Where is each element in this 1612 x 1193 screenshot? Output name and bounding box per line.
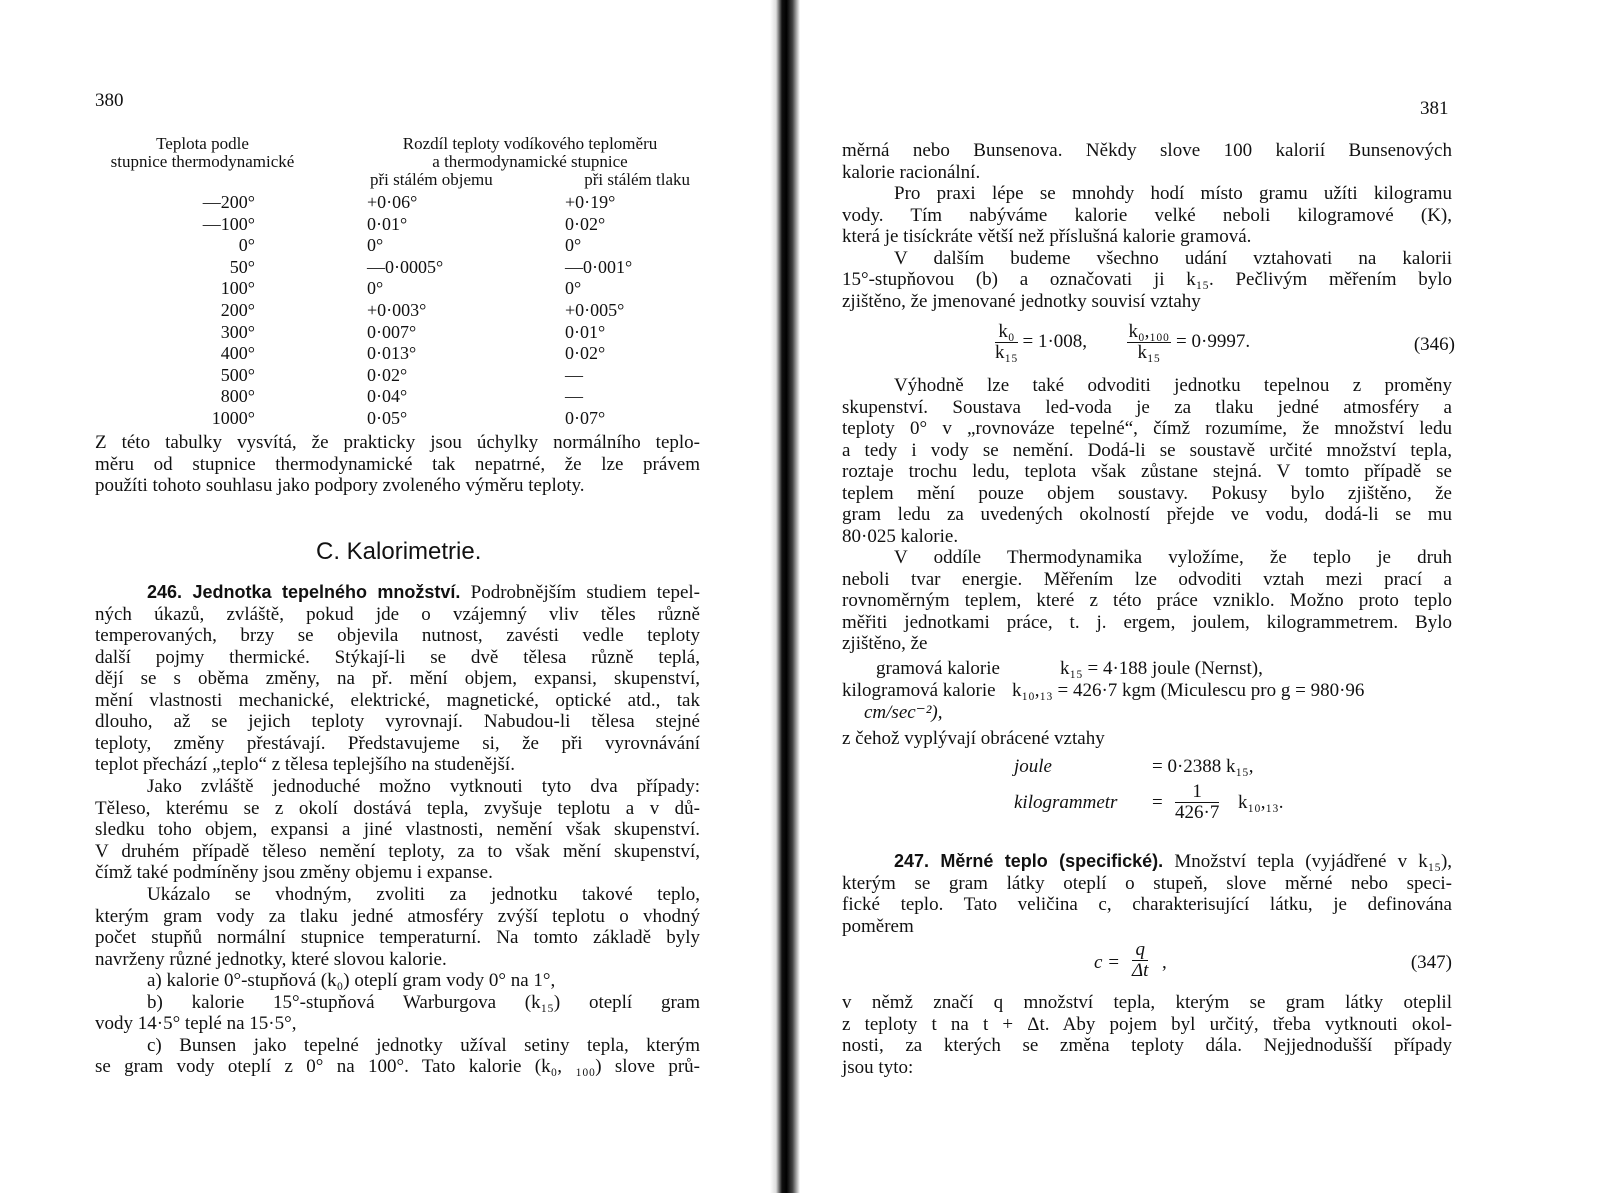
- equation-lhs: c =: [1094, 952, 1121, 973]
- text-line: v němž značí q množství tepla, kterým se gram látky oteplil: [842, 992, 1452, 1013]
- header-line: stupnice thermodynamické: [110, 152, 295, 171]
- table-cell: —0·001°: [565, 256, 633, 277]
- text-line: jsou tyto:: [842, 1056, 914, 1078]
- table-cell: —100°: [202, 213, 255, 234]
- text-line: Z této tabulky vysvítá, že prakticky jsou úchylky normálního teplo-: [95, 432, 700, 453]
- list-item: se gram vody oteplí z 0° na 100°. Tato kalorie (k₀, ₁₀₀) slove prů-: [95, 1056, 700, 1077]
- list-item: vody 14·5° teplé na 15·5°,: [95, 1013, 297, 1034]
- text-line: rovnoměrným teplem, které z této práce vzniklo. Možno proto teplo: [842, 590, 1452, 611]
- text-line: teploty, změny přestávají. Představujeme si, že při vyrovnávání: [95, 732, 700, 754]
- paragraph-definition: [842, 992, 1452, 1078]
- table-cell: 0·04°: [367, 386, 408, 407]
- table-cell: 0·02°: [367, 364, 408, 385]
- equation-value: = 0·9997.: [1176, 330, 1251, 352]
- text-line: Těleso, kterému se z okolí dostává tepla, zvyšuje teplotu a v dů-: [95, 797, 700, 819]
- denominator: k₁₅: [1137, 342, 1161, 363]
- table-row: [95, 258, 695, 278]
- table-cell: 0·013°: [367, 343, 417, 364]
- relation-value: k₁₀,₁₃.: [1238, 792, 1284, 813]
- text-line: zjištěno, že: [842, 633, 928, 654]
- calorie-relations: [842, 658, 1452, 826]
- text-line: 15°-stupňovou (b) a označovati ji k₁₅. Pečlivým měřením bylo: [842, 269, 1452, 290]
- table-row: [95, 409, 695, 429]
- table-cell: —: [565, 386, 583, 407]
- equation-punctuation: ,: [1162, 952, 1167, 973]
- text-line: dlouho, až se jejich teploty vyrovnají. Nabudou-li tělesa stejné: [95, 711, 700, 732]
- relation-label: joule: [1014, 756, 1052, 777]
- table-cell: 0°: [367, 278, 384, 299]
- table-cell: 0·07°: [565, 408, 606, 428]
- section-title: 247. Měrné teplo (specifické).: [894, 851, 1164, 871]
- text-line: Podrobnějším studiem tepel-: [470, 582, 700, 603]
- relation-label: kilogramová kalorie: [842, 680, 996, 701]
- table-cell: 500°: [220, 364, 255, 385]
- sub-headers: [370, 171, 690, 189]
- text-line: měrná nebo Bunsenova. Někdy slove 100 kalorií Bunsenových: [842, 140, 1452, 161]
- equation-value: = 1·008,: [1022, 330, 1088, 352]
- fraction: [995, 322, 1018, 363]
- text-line: neboli tvar energie. Měřením lze odvoditi vztah mezi prací a: [842, 568, 1452, 590]
- table-cell: +0·005°: [565, 300, 625, 320]
- table-cell: —: [565, 364, 583, 385]
- paragraph-two-cases: [95, 776, 700, 884]
- table-cell: 400°: [220, 343, 255, 364]
- numerator: 1: [1175, 782, 1219, 803]
- header-line: a thermodynamické stupnice: [432, 152, 628, 171]
- table-cell: +0·06°: [367, 192, 418, 212]
- table-cell: 0°: [238, 235, 255, 256]
- denominator: Δt: [1132, 960, 1149, 981]
- section-heading: C. Kalorimetrie.: [316, 538, 482, 565]
- text-line: navrženy různé jednotky, které slovou kalorie.: [95, 948, 447, 970]
- text-line: Ukázalo se vhodným, zvoliti za jednotku takové teplo,: [147, 884, 700, 905]
- text-line: další pojmy thermické. Stýkají-li se dvě tělesa různě teplá,: [95, 646, 700, 668]
- section-246: [95, 582, 700, 776]
- table-cell: 0·05°: [367, 408, 408, 428]
- text-line: nosti, za kterých se změna teploty dála. Nejjednodušší případy: [842, 1035, 1452, 1056]
- table-cell: 0·02°: [565, 213, 606, 234]
- numerator: k₀,₁₀₀: [1128, 321, 1170, 342]
- relation-value: = 0·2388 k₁₅,: [1152, 756, 1254, 777]
- text-line: teplem mění pouze objem soustavy. Pokusy bylo zjištěno, že: [842, 482, 1452, 504]
- table-row: [95, 193, 695, 213]
- relation-value: cm/sec⁻²),: [864, 702, 943, 723]
- table-header-difference: [370, 135, 690, 189]
- text-line: teplot přechází „teplo“ z tělesa teplejšího na studenější.: [95, 754, 515, 775]
- text-line: skupenství. Soustava led-voda je za tlaku jedné atmosféry a: [842, 396, 1452, 418]
- text-line: kterým gram vody za tlaku jedné atmosféry zvýší teplotu o vhodný: [95, 905, 700, 927]
- list-item: a) kalorie 0°-stupňová (k₀) oteplí gram vody 0° na 1°,: [147, 970, 556, 991]
- text-line: z čehož vyplývají obrácené vztahy: [842, 728, 1105, 749]
- text-line: kterým se gram látky oteplí o stupeň, slove měrné nebo speci-: [842, 872, 1452, 894]
- table-row: [95, 323, 695, 343]
- text-line: temperovaných, brzy se objevila nutnost, zavésti vedle teploty: [95, 625, 700, 646]
- table-row: [95, 236, 695, 256]
- header-line: Teplota podle: [156, 134, 249, 153]
- page-number: 381: [1420, 98, 1449, 119]
- equation-346: [995, 322, 1455, 363]
- equation-347: [842, 940, 1452, 988]
- paragraph-unit-choice: [95, 884, 700, 970]
- right-page: [790, 0, 1612, 1193]
- paragraph-bunsen: [842, 140, 1452, 312]
- table-cell: —0·0005°: [367, 256, 444, 277]
- relation-label: kilogrammetr: [1014, 792, 1118, 813]
- sub-header-pressure: při stálém tlaku: [584, 170, 690, 189]
- text-line: dějí se s oběma změny, na př. mění objem, expansi, skupenství,: [95, 668, 700, 689]
- text-line: V dalším budeme všechno udání vztahovati na kalorii: [894, 247, 1452, 269]
- relation-label: gramová kalorie: [876, 658, 1000, 679]
- paragraph-phase-change: [842, 375, 1452, 655]
- text-line: roztaje trochu ledu, teplota však zůstane stejná. V tomto případě se: [842, 461, 1452, 482]
- paragraph-table-conclusion: [95, 432, 700, 497]
- table-header-thermodynamic: [95, 135, 310, 171]
- table-row: [95, 215, 695, 235]
- text-line: Výhodně lze také odvoditi jednotku tepelnou z proměny: [894, 375, 1452, 396]
- fraction: [1175, 782, 1219, 823]
- text-line: z teploty t na t + Δt. Aby pojem byl určitý, třeba vytknouti okol-: [842, 1013, 1452, 1035]
- text-line: ných úkazů, zvláště, pokud jde o vzájemný vliv těles různě: [95, 603, 700, 625]
- table-cell: 300°: [220, 321, 255, 342]
- text-line: Množství tepla (vyjádřené v k₁₅),: [1174, 851, 1453, 872]
- table-cell: 800°: [220, 386, 255, 407]
- fraction: [1132, 940, 1148, 981]
- table-cell: 0°: [565, 235, 582, 256]
- table-cell: 0·01°: [565, 321, 606, 342]
- table-row: [95, 366, 695, 386]
- text-line: 80·025 kalorie.: [842, 525, 959, 547]
- sub-header-volume: při stálém objemu: [370, 170, 493, 189]
- text-line: V oddíle Thermodynamika vyložíme, že teplo je druh: [894, 547, 1452, 568]
- relation-value: k₁₅ = 4·188 joule (Nernst),: [1060, 658, 1263, 679]
- relation-value: k₁₀,₁₃ = 426·7 kgm (Miculescu pro g = 980·96: [1012, 680, 1365, 701]
- text-line: Jako zvláště jednoduché možno vytknouti tyto dva případy:: [147, 776, 700, 797]
- text-line: čímž také podmíněny jsou změny objemu i expanse.: [95, 862, 493, 883]
- table-cell: —200°: [202, 192, 255, 212]
- text-line: a tedy i vody se nemění. Dodá-li se soustavě určité množství tepla,: [842, 439, 1452, 461]
- text-line: použíti tohoto souhlasu jako podpory zvoleného výměru teploty.: [95, 475, 585, 496]
- text-line: mění vlastnosti mechanické, elektrické, magnetické, optické atd., tak: [95, 689, 700, 711]
- text-line: V druhém případě těleso nemění teploty, za to však mění skupenství,: [95, 840, 700, 862]
- equation-number: (346): [1413, 334, 1455, 355]
- text-line: která je tisíckráte větší než příslušná kalorie gramová.: [842, 226, 1252, 247]
- equation-number: (347): [1410, 952, 1452, 973]
- text-line: Pro praxi lépe se mnohdy hodí místo gramu užíti kilogramu: [894, 183, 1452, 204]
- table-cell: 100°: [220, 278, 255, 299]
- page-number: 380: [95, 90, 124, 111]
- table-cell: +0·19°: [565, 192, 616, 212]
- table-row: [95, 279, 695, 299]
- table-row: [95, 344, 695, 364]
- numerator: q: [1132, 940, 1148, 961]
- table-cell: 0°: [565, 278, 582, 299]
- numerator: k₀: [995, 322, 1018, 343]
- text-line: poměrem: [842, 915, 914, 937]
- text-line: fické teplo. Tato veličina c, charakterisující látku, je definována: [842, 894, 1452, 915]
- table-cell: 0·02°: [565, 343, 606, 364]
- table-cell: 0·01°: [367, 213, 408, 234]
- table-cell: 0°: [367, 235, 384, 256]
- text-line: měřiti jednotkami práce, t. j. ergem, joulem, kilogrammetrem. Bylo: [842, 611, 1452, 633]
- table-row: [95, 387, 695, 407]
- text-line: sledku toho objem, expansi a jiné vlastnosti, nemění však skupenství.: [95, 819, 700, 840]
- text-line: kalorie racionální.: [842, 161, 981, 183]
- text-line: vody. Tím nabýváme kalorie velké neboli kilogramové (K),: [842, 204, 1452, 226]
- text-line: teploty 0° v „rovnováze tepelné“, čímž rozumíme, že množství ledu: [842, 418, 1452, 439]
- table-cell: 1000°: [211, 408, 255, 428]
- header-line: Rozdíl teploty vodíkového teploměru: [402, 134, 658, 153]
- table-cell: +0·003°: [367, 300, 427, 320]
- text-line: měru od stupnice thermodynamické tak nepatrné, že lze právem: [95, 453, 700, 475]
- text-line: gram ledu za uvedených okolností přejde ve vodu, dodá-li se mu: [842, 504, 1452, 525]
- list-item: c) Bunsen jako tepelné jednotky užíval setiny tepla, kterým: [147, 1034, 700, 1056]
- table-cell: 200°: [220, 300, 255, 320]
- text-line: počet stupňů normální stupnice temperaturní. Na tomto základě byly: [95, 927, 700, 948]
- section-title: 246. Jednotka tepelného množství.: [147, 582, 461, 602]
- left-page: [0, 0, 780, 1193]
- section-247: [842, 851, 1452, 937]
- text-line: zjištěno, že jmenované jednotky souvisí vztahy: [842, 290, 1201, 312]
- table-cell: 0·007°: [367, 321, 417, 342]
- list-item: b) kalorie 15°-stupňová Warburgova (k₁₅) oteplí gram: [147, 991, 700, 1013]
- table-row: [95, 301, 695, 321]
- calorie-list: [95, 970, 700, 1078]
- fraction: [1127, 322, 1172, 363]
- denominator: 426·7: [1175, 802, 1220, 823]
- equals-sign: =: [1152, 792, 1163, 813]
- table-cell: 50°: [229, 256, 255, 277]
- denominator: k₁₅: [995, 342, 1018, 363]
